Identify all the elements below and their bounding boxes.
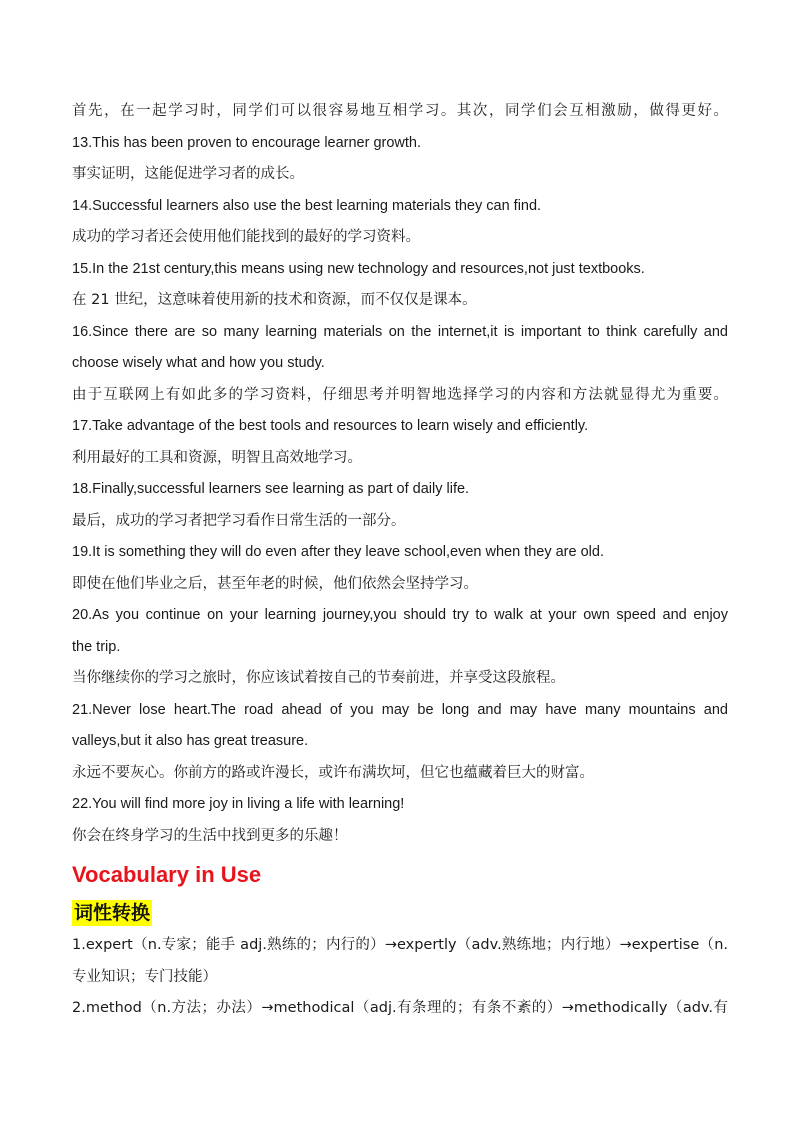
sentence-13: 13.This has been proven to encourage learner growth. [72, 134, 422, 151]
sentence-19: 19.It is something they will do even after they leave school,even when they are old. [72, 544, 604, 560]
translation-19: 即使在他们毕业之后，甚至年老的时候，他们依然会坚持学习。 [72, 575, 478, 592]
sentence-20-part-2: the trip. [72, 638, 121, 655]
vocab-1-part-1: 1.expert（n.专家；能手 adj.熟练的；内行的）→expertly（adv.熟练地；内行地）→expertise（n. [72, 937, 728, 953]
translation-20: 当你继续你的学习之旅时，你应该试着按自己的节奏前进，并享受这段旅程。 [72, 670, 565, 686]
translation-17: 利用最好的工具和资源，明智且高效地学习。 [72, 449, 362, 466]
translation-16: 由于互联网上有如此多的学习资料，仔细思考并明智地选择学习的内容和方法就显得尤为重要。 [72, 386, 728, 403]
sentence-14: 14.Successful learners also use the best learning materials they can find. [72, 197, 542, 214]
sentence-18: 18.Finally,successful learners see learning as part of daily life. [72, 481, 470, 497]
vocab-1-part-2: 专业知识；专门技能） [72, 968, 217, 985]
translation-line-12: 首先，在一起学习时，同学们可以很容易地互相学习。其次，同学们会互相激励，做得更好。 [72, 103, 728, 119]
translation-22: 你会在终身学习的生活中找到更多的乐趣！ [72, 827, 348, 844]
translation-15: 在 21 世纪，这意味着使用新的技术和资源，而不仅仅是课本。 [72, 292, 477, 308]
subheading-word-forms: 词性转换 [74, 902, 151, 924]
sentence-20-part-1: 20.As you continue on your learning journey,you should try to walk at your own speed and enjoy [72, 607, 728, 623]
document-page [72, 96, 728, 1025]
sentence-22: 22.You will find more joy in living a life with learning! [72, 796, 405, 812]
translation-14: 成功的学习者还会使用他们能找到的最好的学习资料。 [72, 229, 420, 245]
sentence-15: 15.In the 21st century,this means using new technology and resources,not just textbooks. [72, 260, 645, 277]
sentence-21-part-2: valleys,but it also has great treasure. [72, 733, 309, 749]
sentence-16-part-1: 16.Since there are so many learning materials on the internet,it is important to think carefully and [72, 323, 728, 340]
translation-21: 永远不要灰心。你前方的路或许漫长，或许布满坎坷，但它也蕴藏着巨大的财富。 [72, 764, 594, 781]
sentence-16-part-2: choose wisely what and how you study. [72, 355, 325, 371]
translation-18: 最后，成功的学习者把学习看作日常生活的一部分。 [72, 512, 406, 529]
translation-13: 事实证明，这能促进学习者的成长。 [72, 166, 304, 182]
sentence-17: 17.Take advantage of the best tools and resources to learn wisely and efficiently. [72, 418, 589, 434]
vocab-2-part-1: 2.method（n.方法；办法）→methodical（adj.有条理的；有条不紊的）→methodically（adv.有 [72, 1000, 728, 1016]
section-heading-vocabulary: Vocabulary in Use [72, 862, 262, 887]
sentence-21-part-1: 21.Never lose heart.The road ahead of you may be long and may have many mountains and [72, 701, 728, 718]
subheading-row [72, 897, 728, 930]
